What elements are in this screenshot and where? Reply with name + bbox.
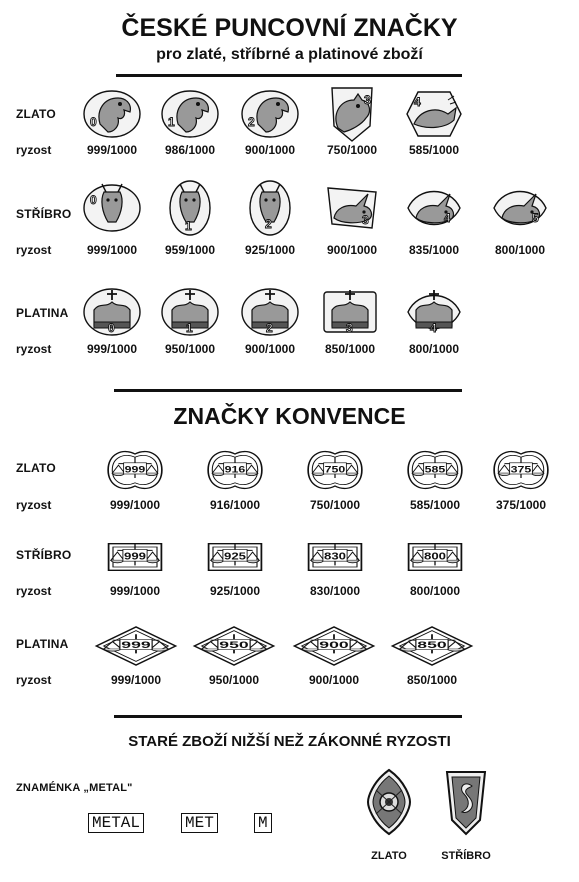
fineness-value: 986/1000 (164, 143, 216, 157)
convention-hallmark-icon (304, 446, 366, 494)
convention-hallmark-icon (302, 532, 368, 582)
divider (116, 74, 462, 77)
svg-text:0: 0 (108, 321, 115, 335)
convention-hallmark-icon (104, 446, 166, 494)
convention-hallmark-icon (102, 532, 168, 582)
fineness-value: 999/1000 (109, 498, 161, 512)
metal-mark-short: MET (181, 813, 218, 833)
crown-hallmark-icon (404, 282, 464, 342)
swan-hallmark-icon (404, 84, 464, 144)
svg-text:4: 4 (430, 321, 437, 335)
fineness-value: 585/1000 (408, 143, 460, 157)
fineness-label: ryzost (16, 498, 52, 512)
svg-text:1: 1 (186, 321, 193, 335)
convention-hallmark-icon (388, 624, 476, 668)
convention-hallmark-icon (402, 532, 468, 582)
fineness-label: ryzost (16, 243, 52, 257)
fineness-value: 900/1000 (326, 243, 378, 257)
fineness-value: 850/1000 (324, 342, 376, 356)
svg-text:830: 830 (324, 550, 346, 563)
row-label-platina: PLATINA (16, 306, 69, 320)
crown-hallmark-icon (160, 282, 220, 342)
convention-hallmark-icon (190, 624, 278, 668)
svg-text:0: 0 (90, 115, 97, 129)
svg-text:4: 4 (414, 95, 421, 109)
fineness-value: 375/1000 (495, 498, 547, 512)
svg-text:750: 750 (324, 464, 346, 475)
fineness-label: ryzost (16, 143, 52, 157)
svg-text:916: 916 (224, 464, 246, 475)
fineness-value: 800/1000 (494, 243, 546, 257)
fineness-value: 850/1000 (406, 673, 458, 687)
goat-hallmark-icon (160, 178, 220, 238)
eagle-hallmark-icon (240, 84, 300, 144)
convention-hallmark-icon (92, 624, 180, 668)
fineness-value: 950/1000 (208, 673, 260, 687)
eagle-hallmark-icon (160, 84, 220, 144)
fineness-value: 750/1000 (326, 143, 378, 157)
fineness-label: ryzost (16, 584, 52, 598)
row-label-stribro: STŘÍBRO (16, 207, 72, 221)
fineness-value: 835/1000 (408, 243, 460, 257)
old-silver-caption: STŘÍBRO (441, 850, 491, 862)
row-label-stribro: STŘÍBRO (16, 548, 72, 562)
hare-hallmark-icon (322, 178, 382, 238)
svg-text:999: 999 (124, 550, 146, 563)
fineness-value: 999/1000 (110, 673, 162, 687)
svg-text:375: 375 (510, 464, 532, 475)
fineness-value: 916/1000 (209, 498, 261, 512)
page-subtitle: pro zlaté, stříbrné a platinové zboží (156, 46, 423, 63)
divider (114, 389, 462, 392)
fineness-value: 999/1000 (109, 584, 161, 598)
svg-text:3: 3 (362, 213, 369, 227)
svg-text:999: 999 (121, 639, 151, 651)
hare-hallmark-icon (404, 178, 464, 238)
fineness-value: 950/1000 (164, 342, 216, 356)
row-label-zlato: ZLATO (16, 461, 56, 475)
convention-hallmark-icon (202, 532, 268, 582)
old-gold-caption: ZLATO (371, 850, 407, 862)
fineness-value: 585/1000 (409, 498, 461, 512)
fineness-value: 900/1000 (244, 143, 296, 157)
fineness-value: 900/1000 (308, 673, 360, 687)
fineness-value: 900/1000 (244, 342, 296, 356)
svg-text:3: 3 (346, 321, 353, 335)
convention-hallmark-icon (404, 446, 466, 494)
fineness-label: ryzost (16, 673, 52, 687)
svg-text:2: 2 (248, 115, 255, 129)
svg-text:2: 2 (265, 217, 272, 231)
cock-hallmark-icon (322, 84, 382, 144)
svg-text:5: 5 (532, 211, 539, 225)
section-title-convention: ZNAČKY KONVENCE (173, 403, 406, 429)
hare-hallmark-icon (490, 178, 550, 238)
svg-text:585: 585 (424, 464, 446, 475)
crown-hallmark-icon (82, 282, 142, 342)
svg-text:3: 3 (364, 93, 371, 107)
fineness-value: 999/1000 (86, 342, 138, 356)
row-label-platina: PLATINA (16, 637, 69, 651)
crown-hallmark-icon (320, 282, 380, 342)
svg-text:900: 900 (319, 639, 349, 651)
old-silver-mark-icon (444, 768, 488, 836)
svg-text:4: 4 (444, 211, 451, 225)
fineness-label: ryzost (16, 342, 52, 356)
crown-hallmark-icon (240, 282, 300, 342)
fineness-value: 750/1000 (309, 498, 361, 512)
fineness-value: 830/1000 (309, 584, 361, 598)
fineness-value: 999/1000 (86, 143, 138, 157)
fineness-value: 800/1000 (408, 342, 460, 356)
svg-text:0: 0 (90, 193, 97, 207)
row-label-zlato: ZLATO (16, 107, 56, 121)
eagle-hallmark-icon (82, 84, 142, 144)
svg-text:1: 1 (168, 115, 175, 129)
metal-label: ZNAMÉNKA „METAL" (16, 782, 133, 794)
convention-hallmark-icon (204, 446, 266, 494)
svg-text:999: 999 (124, 464, 146, 475)
old-gold-mark-icon (366, 768, 412, 836)
svg-text:1: 1 (185, 219, 192, 233)
fineness-value: 925/1000 (244, 243, 296, 257)
metal-mark-letter: M (254, 813, 272, 833)
section-title-old: STARÉ ZBOŽÍ NIŽŠÍ NEŽ ZÁKONNÉ RYZOSTI (128, 733, 451, 750)
svg-text:950: 950 (219, 639, 249, 651)
fineness-value: 925/1000 (209, 584, 261, 598)
metal-mark-full: METAL (88, 813, 144, 833)
svg-text:2: 2 (266, 321, 273, 335)
svg-text:925: 925 (224, 550, 246, 563)
svg-text:850: 850 (417, 639, 447, 651)
svg-text:800: 800 (424, 550, 446, 563)
fineness-value: 800/1000 (409, 584, 461, 598)
fineness-value: 959/1000 (164, 243, 216, 257)
goat-hallmark-icon (82, 178, 142, 238)
convention-hallmark-icon (490, 446, 552, 494)
goat-hallmark-icon (240, 178, 300, 238)
fineness-value: 999/1000 (86, 243, 138, 257)
divider (114, 715, 462, 718)
convention-hallmark-icon (290, 624, 378, 668)
page-title: ČESKÉ PUNCOVNÍ ZNAČKY (121, 14, 458, 42)
